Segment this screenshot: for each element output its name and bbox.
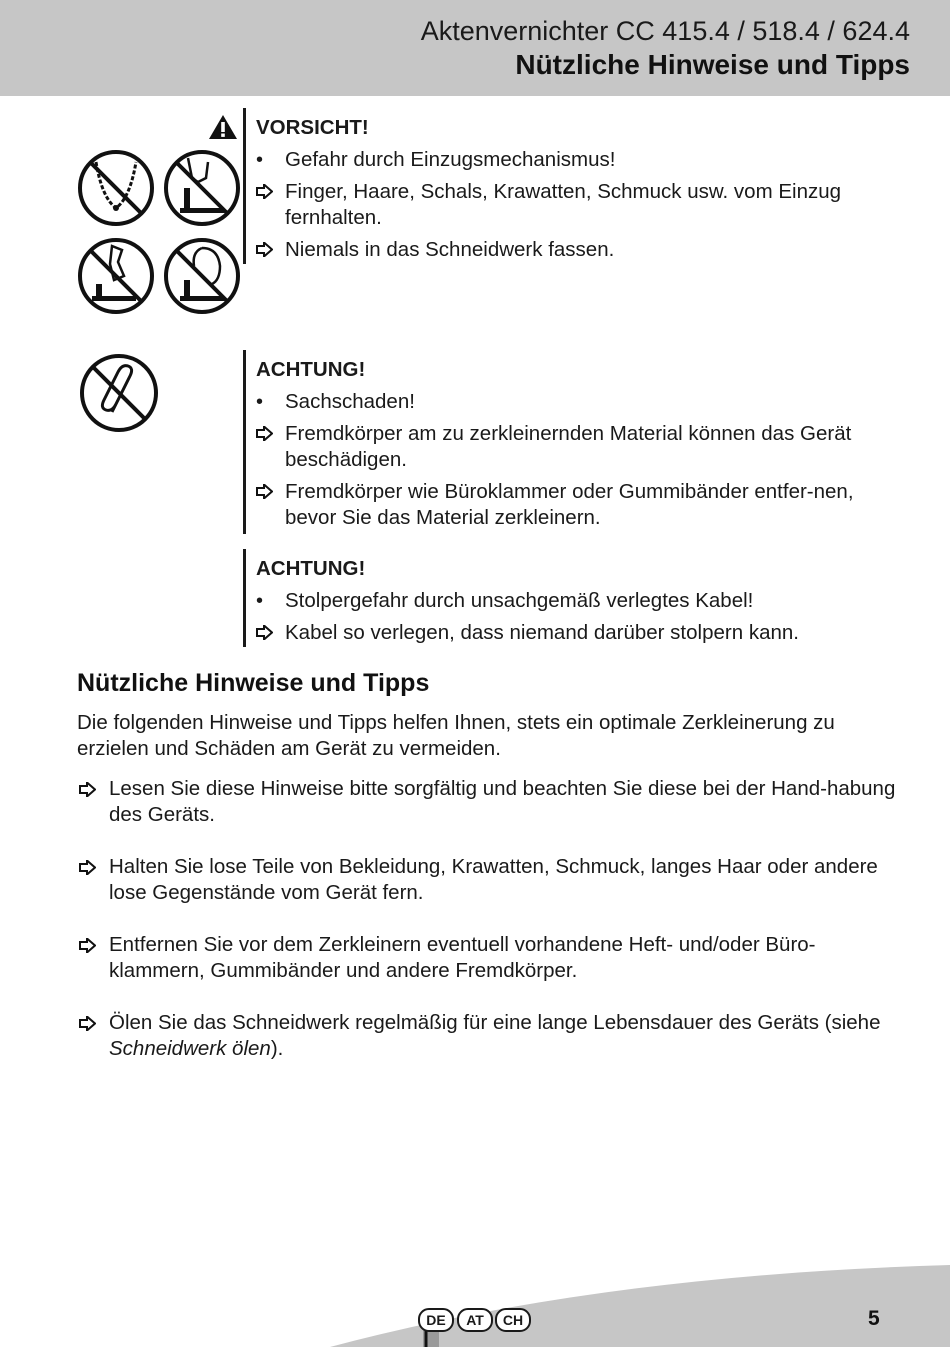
no-hand-icon (166, 152, 238, 224)
tip-text: Lesen Sie diese Hinweise bitte sorgfältig und beachten Sie diese bei der Hand-habung des Geräts. (109, 777, 896, 826)
arrow-right-icon (79, 1016, 96, 1031)
notice-item-text: Sachschaden! (285, 390, 415, 413)
country-badge-de: DE (418, 1308, 454, 1332)
no-paperclip-icon (78, 352, 160, 434)
tip-text: Ölen Sie das Schneidwerk regelmäßig für eine lange Lebensdauer des Geräts (siehe (109, 1011, 881, 1034)
attention-notice-cable (243, 549, 896, 647)
tip-text: Entfernen Sie vor dem Zerkleinern eventuell vorhandene Heft- und/oder Büro-klammern, Gummibänder und andere Fremdkörper. (109, 933, 816, 982)
attention-notice-damage (243, 350, 896, 534)
bullet-icon: • (256, 149, 264, 171)
page-number: 5 (868, 1307, 880, 1330)
notice-arrow-item (256, 421, 896, 473)
header-section-title: Nützliche Hinweise und Tipps (515, 49, 910, 80)
arrow-right-icon (256, 426, 273, 441)
tip-item (77, 854, 907, 906)
tip-reference: Schneidwerk ölen (109, 1037, 271, 1060)
tip-item (77, 1010, 907, 1062)
notice-arrow-item (256, 237, 896, 263)
notice-arrow-item (256, 179, 896, 231)
tip-text: Halten Sie lose Teile von Bekleidung, Krawatten, Schmuck, langes Haar oder andere lose Gegenstände vom Gerät fern. (109, 855, 878, 904)
caution-notice (243, 108, 896, 264)
warning-triangle-icon (208, 114, 238, 140)
country-badge-ch: CH (495, 1308, 531, 1332)
notice-item-text: Gefahr durch Einzugsmechanismus! (285, 148, 616, 171)
prohibition-icons-group (76, 148, 242, 318)
notice-heading: ACHTUNG! (256, 557, 366, 580)
page-header (0, 0, 950, 96)
tip-text-end: ). (270, 1037, 284, 1060)
header-product-title: Aktenvernichter CC 415.4 / 518.4 / 624.4 (420, 16, 910, 46)
arrow-right-icon (256, 184, 273, 199)
no-tie-icon (80, 240, 152, 312)
notice-item-text: Fremdkörper am zu zerkleinernden Material können das Gerät beschädigen. (285, 422, 852, 471)
notice-arrow-item (256, 479, 896, 531)
arrow-right-icon (256, 625, 273, 640)
notice-item-text: Fremdkörper wie Büroklammer oder Gummibänder entfer-nen, bevor Sie das Material zerkleinern. (285, 480, 854, 529)
notice-item-text: Finger, Haare, Schals, Krawatten, Schmuck usw. vom Einzug fernhalten. (285, 180, 842, 229)
section-title: Nützliche Hinweise und Tipps (77, 669, 430, 697)
notice-bullet-item (256, 147, 896, 173)
arrow-right-icon (256, 484, 273, 499)
arrow-right-icon (256, 242, 273, 257)
country-badge-at: AT (457, 1308, 493, 1332)
bullet-icon: • (256, 590, 264, 612)
no-hair-icon (166, 240, 238, 312)
bullet-icon: • (256, 391, 264, 413)
notice-item-text: Stolpergefahr durch unsachgemäß verlegtes Kabel! (285, 589, 754, 612)
arrow-right-icon (79, 860, 96, 875)
notice-arrow-item (256, 620, 896, 646)
arrow-right-icon (79, 938, 96, 953)
notice-heading: ACHTUNG! (256, 358, 366, 381)
footer-band (0, 1265, 950, 1347)
notice-bullet-item (256, 389, 896, 415)
arrow-right-icon (79, 782, 96, 797)
notice-item-text: Kabel so verlegen, dass niemand darüber stolpern kann. (285, 621, 799, 644)
tip-item (77, 776, 907, 828)
no-jewelry-icon (80, 152, 152, 224)
notice-item-text: Niemals in das Schneidwerk fassen. (285, 238, 615, 261)
section-intro: Die folgenden Hinweise und Tipps helfen Ihnen, stets ein optimale Zerkleinerung zu erzielen und Schäden am Gerät zu vermeiden. (77, 711, 835, 760)
notice-bullet-item (256, 588, 896, 614)
notice-heading: VORSICHT! (256, 116, 369, 139)
tip-item (77, 932, 907, 984)
